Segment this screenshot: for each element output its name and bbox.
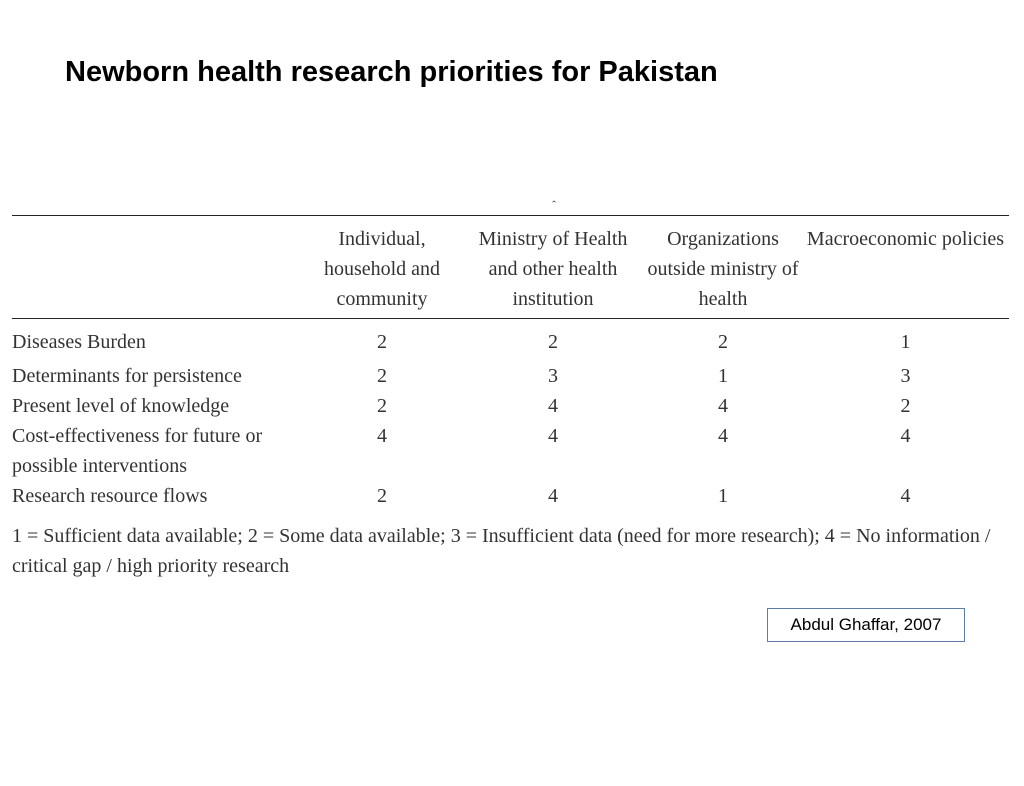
row-label: Cost-effectiveness for future or possible interventions [12,425,263,477]
score-cell: 4 [548,425,558,447]
score-cell: 1 [900,331,911,353]
priorities-table-figure [12,215,1009,581]
score-cell: 4 [548,395,558,417]
row-label: Determinants for persistence [12,365,242,387]
table-row [12,391,1009,421]
score-cell: 4 [548,485,558,507]
row-label: Research resource flows [12,485,208,507]
row-label: Diseases Burden [12,331,146,353]
table-row [12,361,1009,391]
column-header: Individual, household and community [323,228,441,310]
column-header: Ministry of Health and other health institution [478,228,628,310]
table-legend: 1 = Sufficient data available; 2 = Some data available; 3 = Insufficient data (need for more research); 4 = No information / critical gap / high priority research [12,525,991,577]
table-row [12,421,1009,481]
column-header: Macroeconomic policies [806,228,1005,250]
score-cell: 4 [718,395,728,417]
score-cell: 2 [377,331,387,353]
score-cell: 4 [900,425,911,447]
score-cell: 1 [718,485,728,507]
score-cell: 1 [718,365,728,387]
caret-mark: ˆ [552,198,556,212]
table-row [12,319,1009,362]
score-cell: 2 [900,395,911,417]
score-cell: 2 [718,331,728,353]
table-header-row [12,216,1009,319]
column-header: Organizations outside ministry of health [647,228,799,310]
score-cell: 2 [377,485,387,507]
citation-box [767,608,965,642]
score-cell: 2 [377,395,387,417]
slide-title: Newborn health research priorities for Pakistan [65,56,718,88]
score-cell: 2 [377,365,387,387]
citation-text: Abdul Ghaffar, 2007 [790,615,942,634]
score-cell: 2 [548,331,558,353]
score-cell: 3 [548,365,558,387]
table-row [12,481,1009,511]
score-cell: 3 [900,365,911,387]
score-cell: 4 [377,425,387,447]
column-header [12,216,302,319]
score-cell: 4 [900,485,911,507]
priorities-table [12,215,1009,511]
score-cell: 4 [718,425,728,447]
row-label: Present level of knowledge [12,395,230,417]
